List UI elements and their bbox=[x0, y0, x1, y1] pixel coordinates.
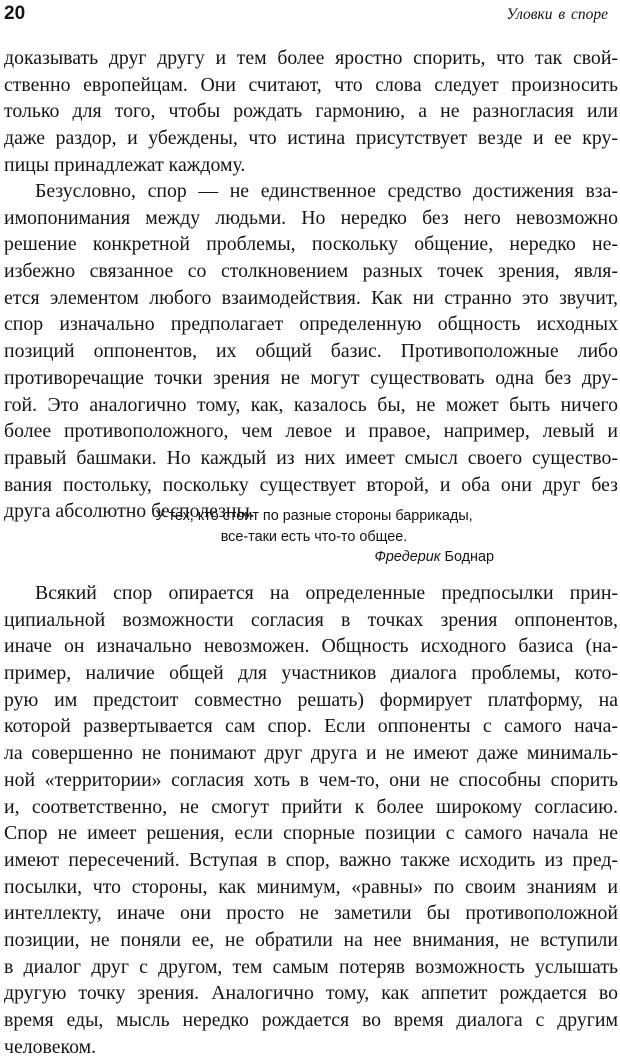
text-line: только для того, чтобы рождать гармонию, а не разногласия или bbox=[4, 100, 618, 123]
text-line: Спор не имеет решения, если спорные позиции с самого начала не bbox=[4, 822, 618, 845]
page-number: 20 bbox=[4, 3, 26, 24]
book-page bbox=[4, 0, 618, 1058]
text-line: имопонимания между людьми. Но нередко без него невозможно bbox=[4, 206, 618, 229]
text-line: вания постольку, поскольку существует второй, и оба они друг без bbox=[4, 473, 618, 496]
text-line: пицы принадлежат каждому. bbox=[4, 153, 246, 176]
text-line: пример, наличие общей для участников диалога проблемы, кото- bbox=[4, 662, 618, 685]
paragraph bbox=[4, 178, 618, 525]
text-line: Всякий спор опирается на определенные предпосылки прин- bbox=[35, 582, 618, 604]
text-line: посылки, что стороны, как минимум, «равны» по своим знаниям и bbox=[4, 875, 618, 898]
author-last-name: Боднар bbox=[444, 549, 494, 566]
paragraph bbox=[4, 580, 618, 1060]
text-line: ется элементом любого взаимодействия. Как ни странно это звучит, bbox=[4, 286, 618, 309]
text-line: в диалог друг с другом, тем самым потеряв возможность услышать bbox=[4, 955, 618, 978]
text-line: Безусловно, спор — не единственное средство достижения вза- bbox=[35, 180, 618, 202]
text-line: время еды, мысль нередко рождается во время диалога с другим bbox=[4, 1009, 618, 1031]
text-line: спор изначально предполагает определенную общность исходных bbox=[4, 313, 618, 336]
epigraph-quote-line: У тех, кто стоит по разные стороны баррикады, bbox=[155, 508, 473, 524]
text-line: позиций оппонентов, их общий базис. Противоположные либо bbox=[4, 340, 618, 363]
text-line: избежно связанное со столкновением разных точек зрения, явля- bbox=[4, 260, 618, 283]
text-line: которой развертывается сам спор. Если оппоненты с самого нача- bbox=[4, 715, 618, 738]
text-line: правый башмаки. Но каждый из них имеет смысл своего существо- bbox=[4, 446, 618, 469]
author-first-name: Фредерик bbox=[374, 549, 441, 566]
text-line: более противоположного, чем левое и правое, например, левый и bbox=[4, 420, 618, 443]
paragraph bbox=[4, 45, 618, 178]
text-line: и, соответственно, не смогут прийти к более широкому согласию. bbox=[4, 795, 618, 818]
text-line: решение конкретной проблемы, поскольку общение, нередко не- bbox=[4, 233, 618, 256]
text-line: ципиальной возможности согласия в точках зрения оппонентов, bbox=[4, 608, 618, 631]
text-line: другую точку зрения. Аналогично тому, как аппетит рождается во bbox=[4, 982, 618, 1005]
text-line: даже раздор, и убеждены, что истина присутствует везде и ее кру- bbox=[4, 127, 618, 150]
text-line: человеком. bbox=[4, 1035, 97, 1058]
text-line: ной «территории» согласия хоть в чем-то, они не способны спорить bbox=[4, 768, 618, 791]
text-line: интеллекту, иначе они просто не заметили бы противоположной bbox=[4, 902, 618, 925]
text-line: гой. Это аналогично тому, как, казалось бы, не может быть ничего bbox=[4, 393, 618, 416]
text-line: рую им предстоит совместно решать) формирует платформу, на bbox=[4, 688, 618, 711]
epigraph-author bbox=[124, 547, 504, 568]
epigraph bbox=[124, 506, 504, 568]
text-line: противоречащие точки зрения не могут существовать одна без дру- bbox=[4, 366, 618, 389]
text-line: ственно европейцам. Они считают, что слова следует произносить bbox=[4, 73, 618, 96]
text-line: ла совершенно не понимают друг друга и не имеют даже минималь- bbox=[4, 742, 618, 765]
text-line: позиции, не поняли ее, не обратили на нее внимания, не вступили bbox=[4, 928, 618, 951]
running-head bbox=[4, 3, 616, 27]
text-line: имеют пересечений. Вступая в спор, важно также исходить из пред- bbox=[4, 848, 618, 871]
text-line: доказывать друг другу и тем более яростно спорить, что так свой- bbox=[4, 47, 618, 69]
epigraph-quote-line: все-таки есть что-то общее. bbox=[220, 528, 408, 545]
text-line: друга абсолютно бесполезны. bbox=[4, 500, 255, 523]
text-line: иначе он изначально невозможен. Общность исходного базиса (на- bbox=[4, 635, 618, 658]
running-title: Уловки в споре bbox=[506, 6, 608, 23]
